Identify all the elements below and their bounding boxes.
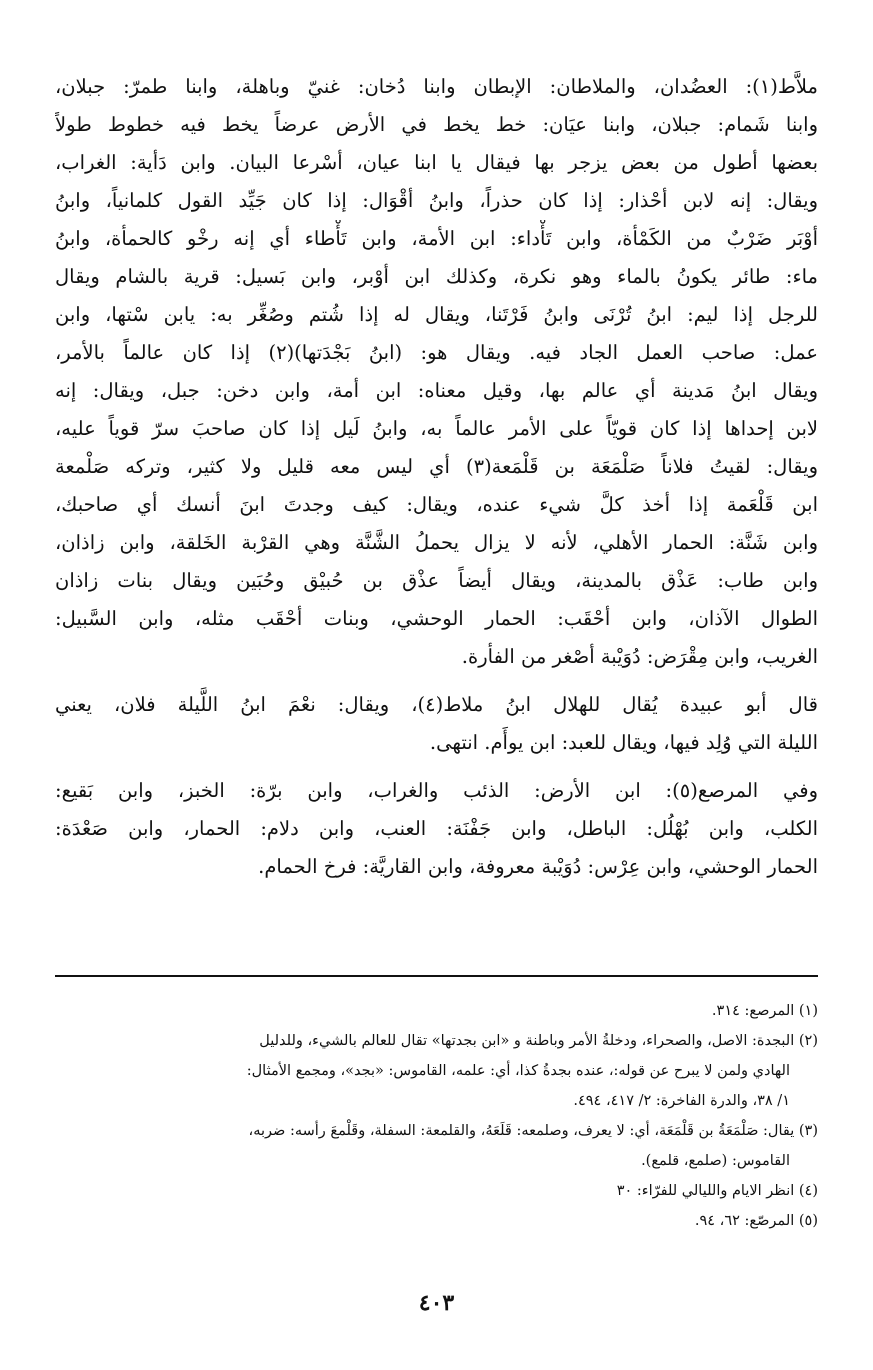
text-line: الغريب، وابن مِقْرَض: دُوَيْبة أصْغر من الفأرة. <box>461 645 818 668</box>
text-line: ابن قَلْعَمة إذا أخذ كلَّ شيء عنده، ويقال: كيف وجدتَ ابنَ أنسك أي صاحبك، <box>55 493 818 516</box>
footnote-2 <box>55 1026 818 1116</box>
footnote-divider <box>55 975 818 977</box>
footnote-line: القاموس: (صلمع، قلمع). <box>641 1153 790 1169</box>
text-line: وابنا شَمام: جبلان، وابنا عيَان: خط يخط في الأرض عرضاً يخط فيه خطوط طولاً <box>55 113 818 136</box>
footnote-5 <box>55 1206 818 1236</box>
text-line: بعضها أطول من بعض يزجر بها فيقال يا ابنا عيان، أسْرعا البيان. وابن دَأية: الغراب، <box>55 151 818 174</box>
footnote-line: (٥) المرصّع: ٦٢، ٩٤. <box>694 1213 818 1229</box>
footnote-3 <box>55 1116 818 1176</box>
text-line: الطوال الآذان، وابن أحْقَب: الحمار الوحشي، وبنات أحْقَب مثله، وابن السَّبيل: <box>55 607 818 630</box>
text-line: ويقال: إنه لابن أحْذار: إذا كان حذراً، وابنُ أقْوَال: إذا كان جَيِّد القول كلمانياً، وابنُ <box>55 189 818 212</box>
footnote-line: (٤) انظر الايام والليالي للفرّاء: ٣٠ <box>616 1183 818 1199</box>
footnote-line: (٢) البجدة: الاصل، والصحراء، ودخلةُ الأمر وباطنة و «ابن بجدتها» تقال للعالم بالشيء، وللدليل <box>259 1033 818 1049</box>
text-line: ويقال ابنُ مَدينة أي عالم بها، وقيل معناه: ابن أمة، وابن دخن: جبل، ويقال: إنه <box>55 379 818 402</box>
text-line: وابن طاب: عَذْق بالمدينة، ويقال أيضاً عذْق بن حُبيْق وحُبَين ويقال بنات زاذان <box>55 569 818 592</box>
paragraph-3 <box>55 772 818 886</box>
text-line: ويقال: لقيتُ فلاناً صَلْمَعَة بن قَلْمَعة(٣) أي ليس معه قليل ولا كثير، وتركه صَلْمعة <box>55 455 818 478</box>
page-number: ٤٠٣ <box>418 1290 455 1316</box>
text-line: للرجل إذا ليم: ابنُ تُرْنَى وابنُ فَرْتَنا، ويقال له إذا شُتم وصُغِّر به: يابن سْتها، وابن <box>55 303 818 326</box>
text-line: وفي المرصع(٥): ابن الأرض: الذئب والغراب، وابن برّة: الخبز، وابن بَقيع: <box>55 779 818 802</box>
text-line: الحمار الوحشي، وابن عِرْس: دُوَيْبة معروفة، وابن القاريَّة: فرخ الحمام. <box>258 855 818 878</box>
paragraph-1 <box>55 68 818 676</box>
footnote-line: ١/ ٣٨، والدرة الفاخرة: ٢/ ٤١٧، ٤٩٤. <box>573 1093 790 1109</box>
footnote-4 <box>55 1176 818 1206</box>
text-line: لابن إحداها إذا كان قويّاً على الأمر عالماً به، وابنُ لَيل إذا كان صاحبَ سرّ قوياً عليه، <box>55 417 818 440</box>
text-line: الليلة التي وُلِد فيها، ويقال للعبد: ابن يوأَم. انتهى. <box>429 731 818 754</box>
text-line: وابن شَنَّة: الحمار الأهلي، لأنه لا يزال يحملُ الشَّنَّة وهي القرْبة الخَلقة، وابن زاذان، <box>55 531 818 554</box>
text-line: الكلب، وابن بُهْلُل: الباطل، وابن جَفْنَة: العنب، وابن دلام: الحمار، وابن صَعْدَة: <box>55 817 818 840</box>
footnote-line: (١) المرصع: ٣١٤. <box>711 1003 818 1019</box>
text-line: ملاَّط(١): العضُدان، والملاطان: الإبطان وابنا دُخان: غنيّ وباهلة، وابنا طمرّ: جبلان، <box>55 75 818 98</box>
text-line: عمل: صاحب العمل الجاد فيه. ويقال هو: (ابنُ بَجْدَتها)(٢) إذا كان عالماً بالأمر، <box>55 341 818 364</box>
footnote-line: (٣) يقال: صَلْمَعَةُ بن قَلْمَعَة، أي: لا يعرف، وصلمعه: قَلَعَهُ، والقلمعة: السفلة، وقَلْمعَ رأسه: ضربه، <box>248 1123 818 1139</box>
text-line: قال أبو عبيدة يُقال للهلال ابنُ ملاط(٤)، ويقال: نعْمَ ابنُ اللَّيلة فلان، يعني <box>55 693 818 716</box>
footnote-line: الهادي ولمن لا يبرح عن قوله:، عنده بجدةُ كذا، أي: علمه، القاموس: «بجد»، ومجمع الأمثال: <box>246 1063 790 1079</box>
main-text <box>55 68 818 886</box>
text-line: أوْبَر ضَرْبٌ من الكَمْأة، وابن تَأْداء: ابن الأمة، وابن تَأْطاء أي إنه رخْو كالحمأة، وابنُ <box>55 227 818 250</box>
paragraph-2 <box>55 686 818 762</box>
text-line: ماء: طائر يكونُ بالماء وهو نكرة، وكذلك ابن أوْبر، وابن بَسيل: قرية بالشام ويقال <box>55 265 818 288</box>
footnote-1 <box>55 996 818 1026</box>
footnotes <box>55 996 818 1236</box>
